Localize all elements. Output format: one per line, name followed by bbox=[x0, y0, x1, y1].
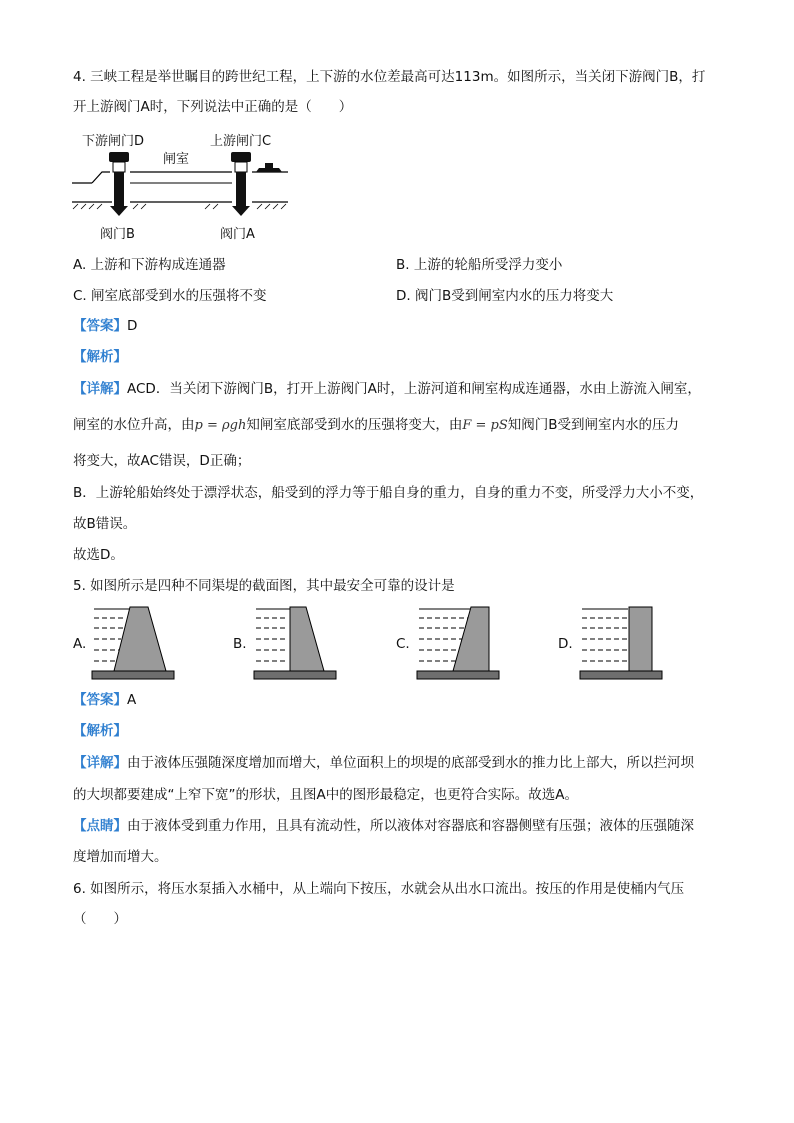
comment-text: 由于液体受到重力作用，且具有流动性，所以液体对容器底和容器侧壁有压强；液体的压强随深 bbox=[127, 818, 694, 834]
q4-analysis-tag bbox=[73, 347, 127, 367]
q4-option-a: A. 上游和下游构成连通器 bbox=[73, 257, 226, 273]
answer-value: D bbox=[127, 318, 138, 334]
label-upstream-gate-c: 上游闸门C bbox=[210, 134, 272, 149]
q4-answer bbox=[73, 316, 137, 336]
q4-detail-line2 bbox=[73, 415, 679, 436]
answer-tag: 【答案】 bbox=[73, 318, 127, 334]
q5-option-a-label: A. bbox=[73, 636, 87, 652]
q6-stem-line2: （ ） bbox=[73, 911, 127, 927]
detail-text-b: 知闸室底部受到水的压强将变大，由 bbox=[246, 417, 463, 433]
analysis-tag: 【解析】 bbox=[73, 349, 127, 365]
q4-detail-line3: 将变大，故AC错误，D正确； bbox=[73, 453, 251, 469]
q4-detail-line4: B．上游轮船始终处于漂浮状态，船受到的浮力等于船自身的重力，自身的重力不变，所受浮力大小不变， bbox=[73, 485, 704, 501]
formula-force: F = pS bbox=[462, 418, 508, 433]
q4-option-c: C. 闸室底部受到水的压强将不变 bbox=[73, 288, 267, 304]
q5-stem: 5. 如图所示是四种不同渠堤的截面图，其中最安全可靠的设计是 bbox=[73, 578, 455, 594]
q5-answer bbox=[73, 690, 136, 710]
detail-tag: 【详解】 bbox=[73, 381, 127, 397]
label-valve-a: 阀门A bbox=[220, 227, 255, 242]
q4-option-b: B. 上游的轮船所受浮力变小 bbox=[396, 257, 563, 273]
q5-option-d-label: D. bbox=[558, 636, 573, 652]
detail-text: ACD．当关闭下游阀门B，打开上游阀门A时，上游河道和闸室构成连通器，水由上游流入闸室， bbox=[127, 381, 701, 397]
detail-text-a: 闸室的水位升高，由 bbox=[73, 417, 195, 433]
label-downstream-gate-d: 下游闸门D bbox=[82, 134, 145, 149]
q4-conclusion: 故选D。 bbox=[73, 547, 124, 563]
q4-option-d: D. 阀门B受到闸室内水的压力将变大 bbox=[396, 288, 614, 304]
dam-cross-section-c bbox=[415, 604, 503, 682]
label-lock-chamber: 闸室 bbox=[163, 152, 190, 167]
q4-detail-line1 bbox=[73, 379, 701, 399]
analysis-tag: 【解析】 bbox=[73, 723, 127, 739]
q4-stem-line2: 开上游阀门A时，下列说法中正确的是（ ） bbox=[73, 99, 353, 115]
q5-comment-line2: 度增加而增大。 bbox=[73, 849, 168, 865]
q6-stem-line1: 6. 如图所示，将压水泵插入水桶中，从上端向下按压，水就会从出水口流出。按压的作用是使桶内气压 bbox=[73, 881, 685, 897]
dam-cross-section-d bbox=[578, 604, 666, 682]
q4-detail-line5: 故B错误。 bbox=[73, 516, 137, 532]
answer-tag: 【答案】 bbox=[73, 692, 127, 708]
q5-option-b-label: B. bbox=[233, 636, 247, 652]
ship-lock-diagram bbox=[70, 128, 295, 243]
detail-text: 由于液体压强随深度增加而增大，单位面积上的坝堤的底部受到水的推力比上部大，所以拦河坝 bbox=[127, 755, 694, 771]
q5-comment-line1 bbox=[73, 816, 694, 836]
dam-cross-section-b bbox=[252, 604, 340, 682]
dam-cross-section-a bbox=[90, 604, 178, 682]
formula-pressure: p = ρgh bbox=[194, 418, 247, 433]
q5-analysis-tag bbox=[73, 721, 127, 741]
q4-stem-line1: 4. 三峡工程是举世瞩目的跨世纪工程，上下游的水位差最高可达113m。如图所示，当关闭下游阀门B，打 bbox=[73, 69, 706, 85]
answer-value: A bbox=[127, 692, 137, 708]
label-valve-b: 阀门B bbox=[100, 227, 135, 242]
q5-option-c-label: C. bbox=[396, 636, 410, 652]
q5-detail-line2: 的大坝都要建成“上窄下宽”的形状，且图A中的图形最稳定，也更符合实际。故选A。 bbox=[73, 787, 578, 803]
detail-text-c: 知阀门B受到闸室内水的压力 bbox=[507, 417, 679, 433]
detail-tag: 【详解】 bbox=[73, 755, 127, 771]
q5-detail-line1 bbox=[73, 753, 694, 773]
comment-tag: 【点睛】 bbox=[73, 818, 127, 834]
